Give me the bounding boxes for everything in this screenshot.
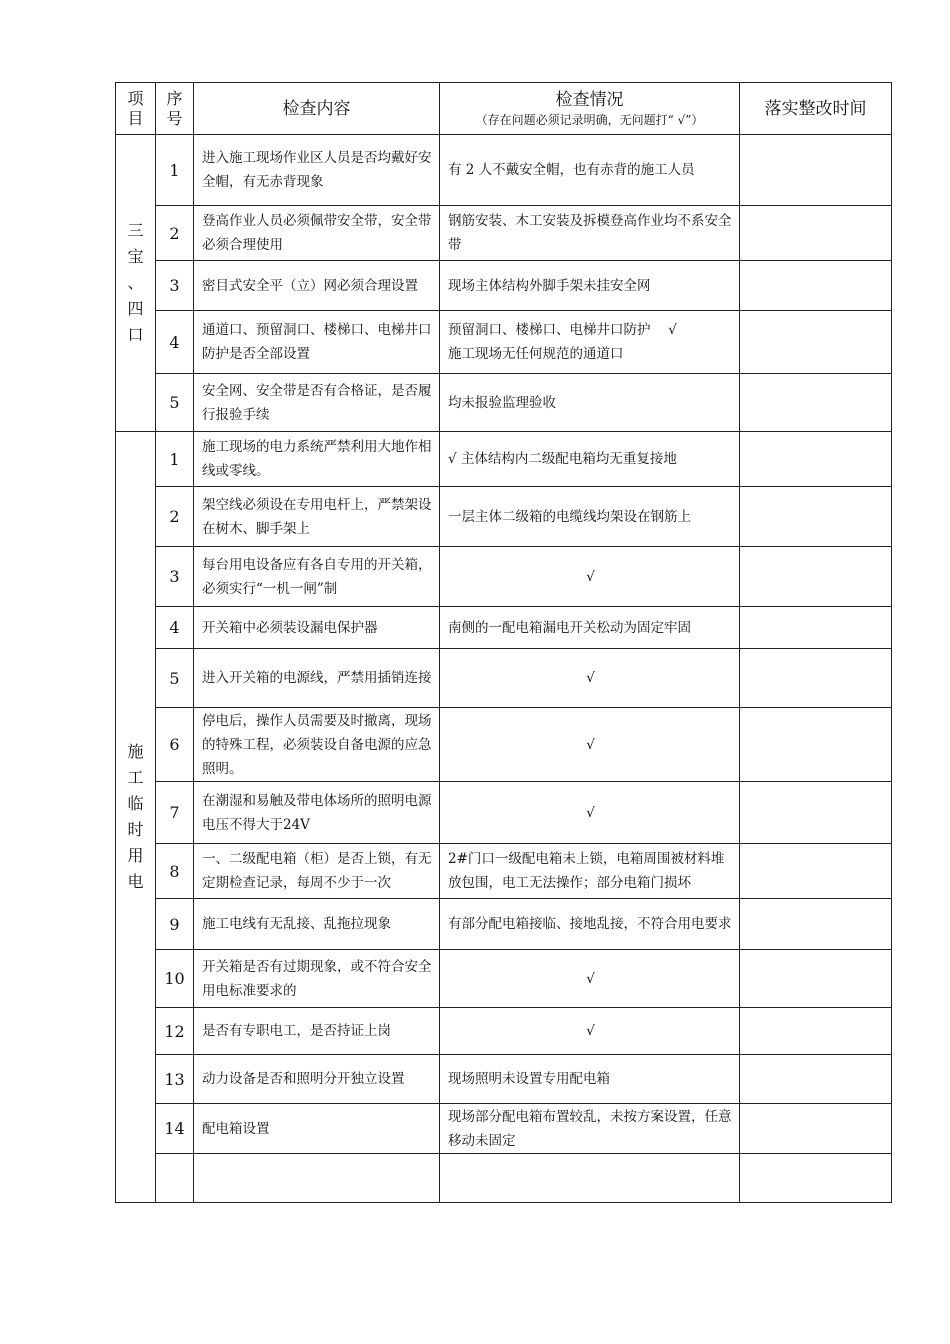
category-char: 用 xyxy=(127,846,144,865)
check-status: 预留洞口、楼梯口、电梯井口防护 √ 施工现场无任何规范的通道口 xyxy=(440,311,740,374)
table-row xyxy=(116,950,892,1008)
check-status: 2#门口一级配电箱未上锁，电箱周围被材料堆放包围，电工无法操作；部分电箱门损坏 xyxy=(440,844,740,899)
check-status: 现场照明未设置专用配电箱 xyxy=(440,1055,740,1104)
row-number: 1 xyxy=(156,432,194,487)
row-number: 1 xyxy=(156,135,194,206)
check-status: √ xyxy=(440,708,740,782)
table-row xyxy=(116,261,892,311)
check-content: 每台用电设备应有各自专用的开关箱，必须实行“一机一闸”制 xyxy=(194,547,440,607)
category-char: 工 xyxy=(127,768,144,787)
row-number: 4 xyxy=(156,607,194,649)
header-status: 检查情况 （存在问题必须记录明确，无问题打“ √”） xyxy=(440,83,740,135)
table-row xyxy=(116,649,892,708)
check-content: 在潮湿和易触及带电体场所的照明电源电压不得大于24V xyxy=(194,782,440,844)
header-content: 检查内容 xyxy=(194,83,440,135)
check-content: 进入开关箱的电源线，严禁用插销连接 xyxy=(194,649,440,708)
fix-time xyxy=(740,311,892,374)
fix-time xyxy=(740,135,892,206)
fix-time xyxy=(740,487,892,547)
row-number: 3 xyxy=(156,547,194,607)
fix-time xyxy=(740,206,892,261)
check-status: 均未报验监理验收 xyxy=(440,374,740,432)
inspection-table xyxy=(115,82,892,1203)
row-number: 2 xyxy=(156,206,194,261)
category-char: 、 xyxy=(127,273,144,292)
table-row xyxy=(116,1104,892,1154)
check-content xyxy=(194,1154,440,1203)
row-number: 10 xyxy=(156,950,194,1008)
fix-time xyxy=(740,1104,892,1154)
fix-time xyxy=(740,374,892,432)
check-content: 密目式安全平（立）网必须合理设置 xyxy=(194,261,440,311)
check-status: 钢筋安装、木工安装及拆模登高作业均不系安全带 xyxy=(440,206,740,261)
check-content: 动力设备是否和照明分开独立设置 xyxy=(194,1055,440,1104)
table-row xyxy=(116,708,892,782)
row-number: 5 xyxy=(156,374,194,432)
category-char: 三 xyxy=(127,221,144,240)
header-row xyxy=(116,83,892,135)
header-no: 序 号 xyxy=(156,83,194,135)
header-item: 项 目 xyxy=(116,83,156,135)
check-status xyxy=(440,1154,740,1203)
check-status: √ 主体结构内二级配电箱均无重复接地 xyxy=(440,432,740,487)
check-content: 施工现场的电力系统严禁利用大地作相线或零线。 xyxy=(194,432,440,487)
check-status: √ xyxy=(440,782,740,844)
row-number: 13 xyxy=(156,1055,194,1104)
fix-time xyxy=(740,708,892,782)
header-status-note: （存在问题必须记录明确，无问题打“ √”） xyxy=(475,112,704,127)
table-row xyxy=(116,547,892,607)
check-content: 施工电线有无乱接、乱拖拉现象 xyxy=(194,899,440,950)
table-row xyxy=(116,782,892,844)
row-number: 8 xyxy=(156,844,194,899)
fix-time xyxy=(740,547,892,607)
table-row xyxy=(116,432,892,487)
row-number: 9 xyxy=(156,899,194,950)
table-row xyxy=(116,206,892,261)
table-row xyxy=(116,1008,892,1055)
table-row xyxy=(116,844,892,899)
row-number: 2 xyxy=(156,487,194,547)
check-status: 一层主体二级箱的电缆线均架设在钢筋上 xyxy=(440,487,740,547)
table-row xyxy=(116,1055,892,1104)
check-status: √ xyxy=(440,547,740,607)
check-content: 进入施工现场作业区人员是否均戴好安全帽，有无赤背现象 xyxy=(194,135,440,206)
category-cell xyxy=(116,432,156,1203)
check-content: 架空线必须设在专用电杆上，严禁架设在树木、脚手架上 xyxy=(194,487,440,547)
check-content: 开关箱是否有过期现象，或不符合安全用电标准要求的 xyxy=(194,950,440,1008)
check-content: 安全网、安全带是否有合格证，是否履行报验手续 xyxy=(194,374,440,432)
row-number: 14 xyxy=(156,1104,194,1154)
check-content: 停电后，操作人员需要及时撤离，现场的特殊工程，必须装设自备电源的应急照明。 xyxy=(194,708,440,782)
row-number: 6 xyxy=(156,708,194,782)
fix-time xyxy=(740,1008,892,1055)
table-row xyxy=(116,311,892,374)
row-number: 7 xyxy=(156,782,194,844)
category-char: 电 xyxy=(127,872,144,891)
fix-time xyxy=(740,844,892,899)
fix-time xyxy=(740,782,892,844)
table-row xyxy=(116,374,892,432)
fix-time xyxy=(740,432,892,487)
row-number: 4 xyxy=(156,311,194,374)
check-status: 有 2 人不戴安全帽，也有赤背的施工人员 xyxy=(440,135,740,206)
check-status: 现场部分配电箱布置较乱，未按方案设置，任意移动未固定 xyxy=(440,1104,740,1154)
check-status: √ xyxy=(440,950,740,1008)
check-status: 南侧的一配电箱漏电开关松动为固定牢固 xyxy=(440,607,740,649)
table-row xyxy=(116,487,892,547)
row-number: 3 xyxy=(156,261,194,311)
table-row xyxy=(116,607,892,649)
check-content: 通道口、预留洞口、楼梯口、电梯井口防护是否全部设置 xyxy=(194,311,440,374)
check-content: 一、二级配电箱（柜）是否上锁，有无定期检查记录，每周不少于一次 xyxy=(194,844,440,899)
fix-time xyxy=(740,261,892,311)
table-row xyxy=(116,135,892,206)
check-status: √ xyxy=(440,1008,740,1055)
table-row xyxy=(116,899,892,950)
table-row xyxy=(116,1154,892,1203)
category-char: 四 xyxy=(127,299,144,318)
fix-time xyxy=(740,1055,892,1104)
category-char: 临 xyxy=(127,794,144,813)
row-number: 12 xyxy=(156,1008,194,1055)
check-content: 登高作业人员必须佩带安全带，安全带必须合理使用 xyxy=(194,206,440,261)
check-status: √ xyxy=(440,649,740,708)
header-fix-time: 落实整改时间 xyxy=(740,83,892,135)
category-char: 施 xyxy=(127,742,144,761)
category-cell xyxy=(116,135,156,432)
category-char: 口 xyxy=(127,325,144,344)
check-content: 开关箱中必须装设漏电保护器 xyxy=(194,607,440,649)
row-number xyxy=(156,1154,194,1203)
fix-time xyxy=(740,950,892,1008)
check-content: 是否有专职电工，是否持证上岗 xyxy=(194,1008,440,1055)
check-content: 配电箱设置 xyxy=(194,1104,440,1154)
fix-time xyxy=(740,607,892,649)
check-status: 现场主体结构外脚手架未挂安全网 xyxy=(440,261,740,311)
category-char: 时 xyxy=(127,820,144,839)
check-status: 有部分配电箱接临、接地乱接，不符合用电要求 xyxy=(440,899,740,950)
fix-time xyxy=(740,1154,892,1203)
fix-time xyxy=(740,899,892,950)
fix-time xyxy=(740,649,892,708)
category-char: 宝 xyxy=(127,247,144,266)
row-number: 5 xyxy=(156,649,194,708)
